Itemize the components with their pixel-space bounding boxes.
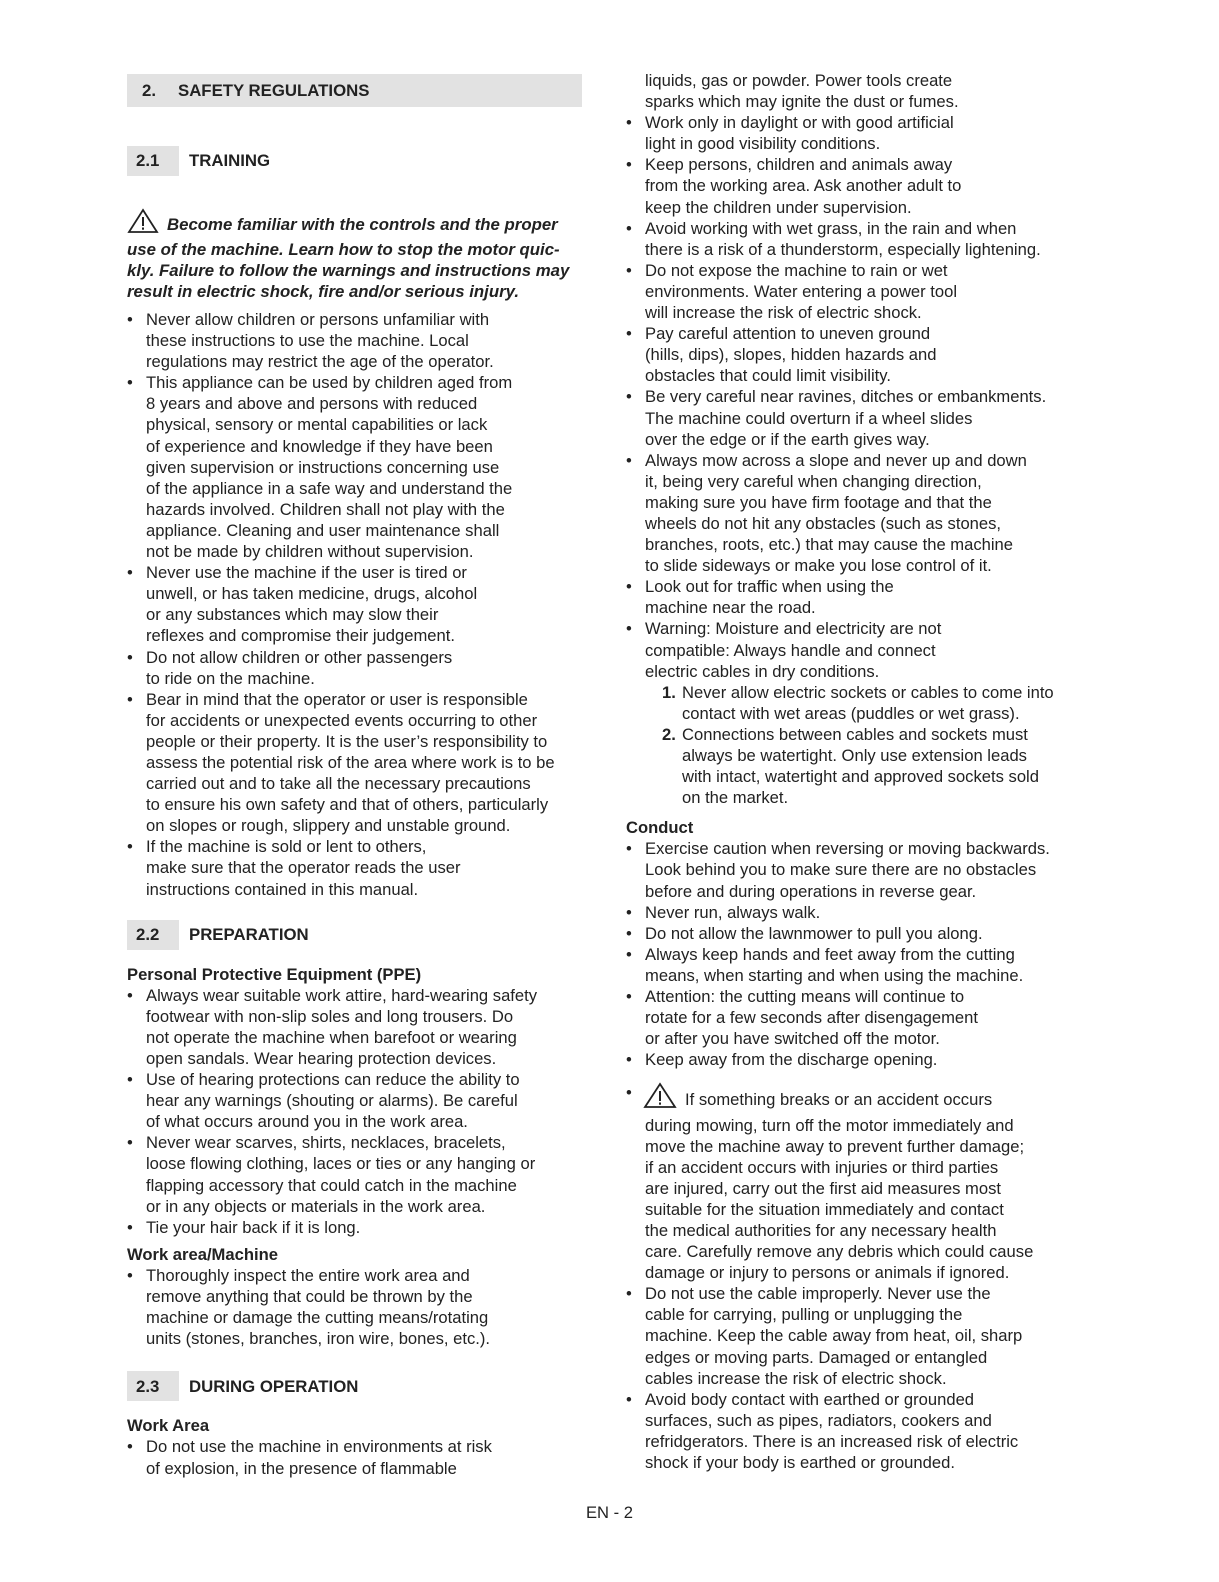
work-area-continued-list [626,112,1096,682]
list-item: • Always wear suitable work attire, hard-wearing safety footwear with non-slip soles and long trousers. Do not operate the machine when barefoot or wearing open sandals. Wear hearing protection devices. [127,985,582,1069]
numbered-item [662,682,1096,724]
item-text: Connections between cables and sockets must always be watertight. Only use extension leads with intact, watertight and approved sockets sold on the market. [682,724,1039,808]
subsection-title: DURING OPERATION [189,1376,359,1396]
list-item: • Never run, always walk. [626,902,1096,923]
list-item: • Always mow across a slope and never up and down it, being very careful when changing direction, making sure you have firm footage and that the wheels do not hit any obstacles (such as stones, branches, roots, etc.) that may cause the machine to slide sideways or make you lose control of it. [626,450,1096,577]
section-header [127,74,582,107]
left-column [127,66,582,1479]
list-item: • Warning: Moisture and electricity are not compatible: Always handle and connect electric cables in dry conditions. [626,618,1096,681]
subsection-number: 2.2 [127,920,179,950]
ppe-list [127,985,582,1238]
continued-text: liquids, gas or powder. Power tools create sparks which may ignite the dust or fumes. [645,71,959,112]
conduct-list [626,838,1096,1070]
subsection-number: 2.3 [127,1371,179,1401]
subsection-number: 2.1 [127,146,179,176]
warning-triangle-icon [127,208,159,239]
list-item: • Never use the machine if the user is tired or unwell, or has taken medicine, drugs, alcohol or any substances which may slow their reflexes and compromise their judgement. [127,562,582,646]
list-item: • Keep persons, children and animals away from the working area. Ask another adult to keep the children under supervision. [626,154,1096,217]
list-item: • Do not expose the machine to rain or wet environments. Water entering a power tool will increase the risk of electric shock. [626,260,1096,323]
list-item: • Do not use the machine in environments at risk of explosion, in the presence of flammable [127,1436,582,1478]
list-item [626,1082,1096,1283]
work-machine-title: Work area/Machine [127,1244,278,1264]
work-area-title: Work Area [127,1416,210,1436]
subsection-title: PREPARATION [189,925,309,945]
list-item: • Never wear scarves, shirts, necklaces, bracelets, loose flowing clothing, laces or ties or any hanging or flapping accessory that could catch in the machine or in any objects or materials in the work area. [127,1132,582,1216]
list-item: • Do not allow the lawnmower to pull you along. [626,923,1096,944]
item-number: 2. [662,724,676,744]
numbered-item [662,724,1096,808]
list-item: • Look out for traffic when using the machine near the road. [626,576,1096,618]
list-item: • Avoid body contact with earthed or grounded surfaces, such as pipes, radiators, cookers and refridgerators. There is an increased risk of electric shock if your body is earthed or grounded. [626,1389,1096,1473]
accident-list [626,1082,1096,1473]
list-item: • Avoid working with wet grass, in the rain and when there is a risk of a thunderstorm, especially lightening. [626,218,1096,260]
conduct-title: Conduct [626,818,694,838]
work-area-list [127,1436,582,1478]
accident-text: during mowing, turn off the motor immediately and move the machine away to prevent further damage; if an accident occurs with injuries or third parties are injured, carry out the first aid measures most suitable for the situation immediately and contact the medical authorities for any necessary health care. Carefully remove any debris which could cause damage or injury to persons or animals if ignored. [645,1115,1034,1283]
warning-text: Become familiar with the controls and the proper use of the machine. Learn how to stop the motor quic-kly. Failure to follow the warnings and instructions may result in electric shock, fire and/or serious injury. [127,215,570,301]
accident-first-line: If something breaks or an accident occurs [685,1090,993,1110]
list-item: • Work only in daylight or with good artificial light in good visibility conditions. [626,112,1096,154]
item-text: Never allow electric sockets or cables to come into contact with wet areas (puddles or wet grass). [682,682,1054,723]
subsection-during-operation-header [127,1371,582,1401]
subsection-training-header [127,146,582,176]
list-item: • Keep away from the discharge opening. [626,1049,1096,1070]
numbered-list [626,682,1096,809]
section-number: 2. [142,80,156,100]
training-warning [127,208,582,302]
right-column [626,70,1096,1473]
list-item: • Thoroughly inspect the entire work area and remove anything that could be thrown by the machine or damage the cutting means/rotating units (stones, branches, iron wire, bones, etc.). [127,1265,582,1349]
list-item: • Tie your hair back if it is long. [127,1217,582,1238]
list-item: • Pay careful attention to uneven ground (hills, dips), slopes, hidden hazards and obstacles that could limit visibility. [626,323,1096,386]
subsection-title: TRAINING [189,151,271,171]
item-number: 1. [662,682,676,702]
list-item: • Attention: the cutting means will continue to rotate for a few seconds after disengagement or after you have switched off the motor. [626,986,1096,1049]
list-item: • If the machine is sold or lent to others, make sure that the operator reads the user instructions contained in this manual. [127,836,582,899]
subsection-preparation-header [127,920,582,950]
list-item: • Do not allow children or other passengers to ride on the machine. [127,647,582,689]
section-title: SAFETY REGULATIONS [178,80,370,100]
list-item: • Bear in mind that the operator or user is responsible for accidents or unexpected events occurring to other people or their property. It is the user’s responsibility to assess the potential risk of the area where work is to be carried out and to take all the necessary precautions to ensure his own safety and that of others, particularly on slopes or rough, slippery and unstable ground. [127,689,582,837]
warning-triangle-icon [643,1082,677,1114]
page-number: EN - 2 [585,1503,634,1522]
list-item: • Exercise caution when reversing or moving backwards. Look behind you to make sure there are no obstacles before and during operations in reverse gear. [626,838,1096,901]
list-item: • Be very careful near ravines, ditches or embankments. The machine could overturn if a wheel slides over the edge or if the earth gives way. [626,386,1096,449]
ppe-title: Personal Protective Equipment (PPE) [127,964,422,984]
list-item: • Always keep hands and feet away from the cutting means, when starting and when using the machine. [626,944,1096,986]
work-machine-list [127,1265,582,1349]
list-item: • Do not use the cable improperly. Never use the cable for carrying, pulling or unplugging the machine. Keep the cable away from heat, oil, sharp edges or moving parts. Damaged or entangled cables increase the risk of electric shock. [626,1283,1096,1388]
list-item: • This appliance can be used by children aged from 8 years and above and persons with reduced physical, sensory or mental capabilities or lack of experience and knowledge if they have been given supervision or instructions concerning use of the appliance in a safe way and understand the hazards involved. Children shall not play with the appliance. Cleaning and user maintenance shall not be made by children without supervision. [127,372,582,562]
list-item: • Never allow children or persons unfamiliar with these instructions to use the machine. Local regulations may restrict the age of the operator. [127,309,582,372]
list-item: • Use of hearing protections can reduce the ability to hear any warnings (shouting or alarms). Be careful of what occurs around you in the work area. [127,1069,582,1132]
training-list [127,309,582,900]
